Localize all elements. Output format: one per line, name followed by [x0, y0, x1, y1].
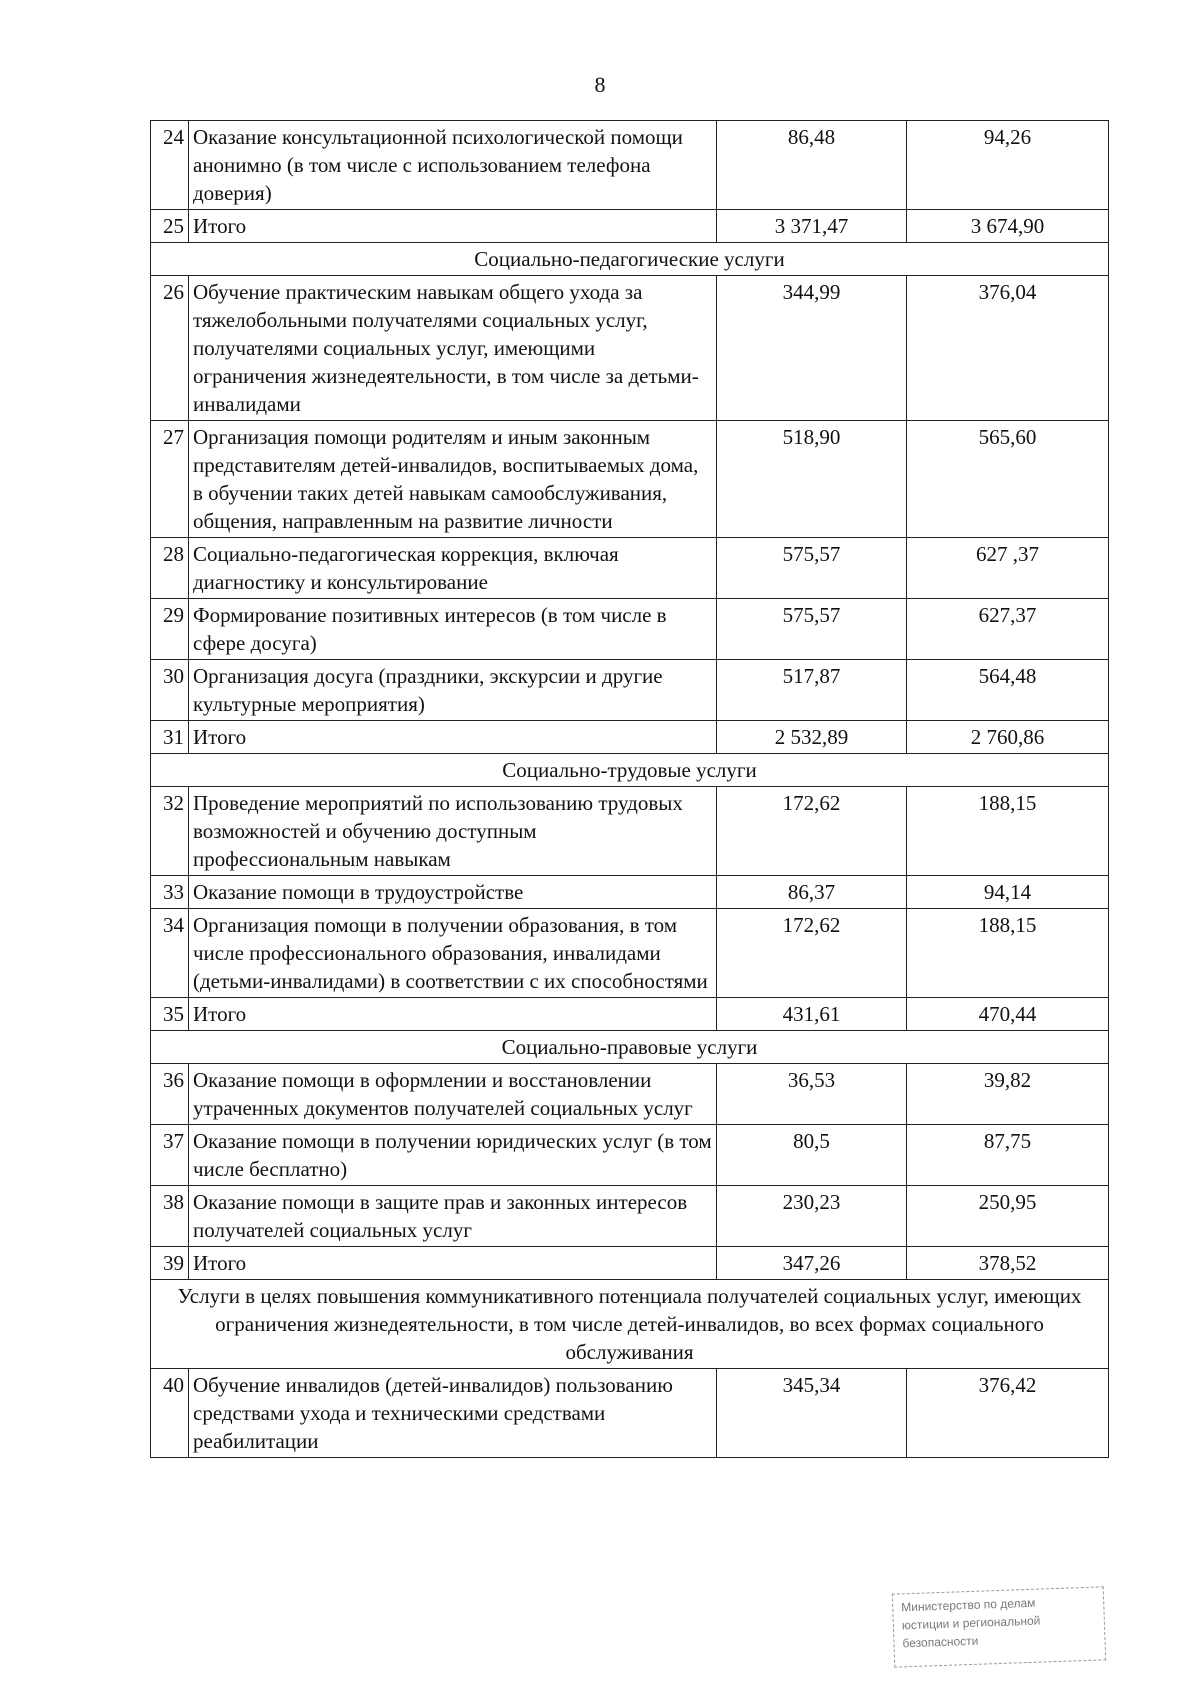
service-name: Организация досуга (праздники, экскурсии и другие культурные мероприятия): [189, 660, 717, 721]
row-number: 37: [151, 1125, 189, 1186]
service-name: Итого: [189, 1247, 717, 1280]
row-number: 30: [151, 660, 189, 721]
table-row: [151, 1247, 1109, 1280]
row-number: 40: [151, 1369, 189, 1458]
service-name: Оказание консультационной психологической помощи анонимно (в том числе с использованием телефона доверия): [189, 121, 717, 210]
tariff-value-2: 250,95: [907, 1186, 1109, 1247]
tariff-value-2: 376,04: [907, 276, 1109, 421]
tariff-value-1: 575,57: [717, 538, 907, 599]
row-number: 33: [151, 876, 189, 909]
table-row: [151, 421, 1109, 538]
tariff-value-1: 86,48: [717, 121, 907, 210]
tariff-value-1: 2 532,89: [717, 721, 907, 754]
row-number: 39: [151, 1247, 189, 1280]
tariff-value-2: 564,48: [907, 660, 1109, 721]
service-name: Оказание помощи в трудоустройстве: [189, 876, 717, 909]
tariff-value-2: 94,26: [907, 121, 1109, 210]
tariff-value-1: 36,53: [717, 1064, 907, 1125]
tariff-value-1: 86,37: [717, 876, 907, 909]
tariff-value-1: 345,34: [717, 1369, 907, 1458]
tariff-value-2: 627 ,37: [907, 538, 1109, 599]
section-title: Услуги в целях повышения коммуникативного потенциала получателей социальных услуг, имеющих ограничения жизнедеятельности, в том числе детей-инвалидов, во всех формах социального обслуживания: [151, 1280, 1109, 1369]
table-body: [151, 121, 1109, 1458]
tariff-value-2: 470,44: [907, 998, 1109, 1031]
row-number: 27: [151, 421, 189, 538]
table-row: [151, 660, 1109, 721]
row-number: 28: [151, 538, 189, 599]
row-number: 24: [151, 121, 189, 210]
row-number: 26: [151, 276, 189, 421]
service-name: Обучение инвалидов (детей-инвалидов) пользованию средствами ухода и техническими средствами реабилитации: [189, 1369, 717, 1458]
service-name: Итого: [189, 998, 717, 1031]
table-row: [151, 1125, 1109, 1186]
page-number: 8: [594, 72, 606, 97]
table-row: [151, 787, 1109, 876]
row-number: 25: [151, 210, 189, 243]
tariff-value-2: 3 674,90: [907, 210, 1109, 243]
stamp-line-3: безопасности: [902, 1633, 979, 1651]
section-header-row: [151, 754, 1109, 787]
service-name: Оказание помощи в получении юридических услуг (в том числе бесплатно): [189, 1125, 717, 1186]
service-name: Формирование позитивных интересов (в том числе в сфере досуга): [189, 599, 717, 660]
table-row: [151, 538, 1109, 599]
tariff-table: [150, 120, 1109, 1458]
tariff-value-2: 627,37: [907, 599, 1109, 660]
tariff-value-2: 188,15: [907, 909, 1109, 998]
service-name: Проведение мероприятий по использованию трудовых возможностей и обучению доступным профессиональным навыкам: [189, 787, 717, 876]
table-row: [151, 210, 1109, 243]
table-row: [151, 909, 1109, 998]
stamp-line-2: юстиции и региональной: [901, 1613, 1041, 1633]
section-header-row: [151, 243, 1109, 276]
section-header-row: [151, 1280, 1109, 1369]
tariff-value-2: 87,75: [907, 1125, 1109, 1186]
stamp-line-1: Министерство по делам: [901, 1595, 1036, 1615]
tariff-value-2: 39,82: [907, 1064, 1109, 1125]
service-name: Оказание помощи в оформлении и восстановлении утраченных документов получателей социальных услуг: [189, 1064, 717, 1125]
tariff-value-1: 575,57: [717, 599, 907, 660]
tariff-value-2: 2 760,86: [907, 721, 1109, 754]
tariff-value-2: 378,52: [907, 1247, 1109, 1280]
section-header-row: [151, 1031, 1109, 1064]
row-number: 36: [151, 1064, 189, 1125]
tariff-value-1: 518,90: [717, 421, 907, 538]
tariff-value-2: 565,60: [907, 421, 1109, 538]
tariff-value-1: 172,62: [717, 909, 907, 998]
table-row: [151, 1186, 1109, 1247]
service-name: Организация помощи в получении образования, в том числе профессионального образования, инвалидами (детьми-инвалидами) в соответствии с их способностями: [189, 909, 717, 998]
tariff-value-1: 347,26: [717, 1247, 907, 1280]
service-name: Организация помощи родителям и иным законным представителям детей-инвалидов, воспитываемых дома, в обучении таких детей навыкам самообслуживания, общения, направленным на развитие личности: [189, 421, 717, 538]
tariff-value-1: 172,62: [717, 787, 907, 876]
tariff-value-2: 94,14: [907, 876, 1109, 909]
tariff-value-1: 517,87: [717, 660, 907, 721]
tariff-value-1: 431,61: [717, 998, 907, 1031]
table-row: [151, 876, 1109, 909]
tariff-value-2: 188,15: [907, 787, 1109, 876]
section-title: Социально-педагогические услуги: [151, 243, 1109, 276]
service-name: Итого: [189, 210, 717, 243]
tariff-value-2: 376,42: [907, 1369, 1109, 1458]
row-number: 35: [151, 998, 189, 1031]
registration-stamp: [892, 1586, 1106, 1667]
table-row: [151, 1369, 1109, 1458]
service-name: Итого: [189, 721, 717, 754]
tariff-value-1: 230,23: [717, 1186, 907, 1247]
row-number: 38: [151, 1186, 189, 1247]
section-title: Социально-правовые услуги: [151, 1031, 1109, 1064]
service-name: Оказание помощи в защите прав и законных интересов получателей социальных услуг: [189, 1186, 717, 1247]
tariff-value-1: 80,5: [717, 1125, 907, 1186]
table-row: [151, 721, 1109, 754]
tariff-value-1: 3 371,47: [717, 210, 907, 243]
table-row: [151, 998, 1109, 1031]
table-row: [151, 1064, 1109, 1125]
table-row: [151, 276, 1109, 421]
table-row: [151, 121, 1109, 210]
service-name: Социально-педагогическая коррекция, включая диагностику и консультирование: [189, 538, 717, 599]
table-row: [151, 599, 1109, 660]
row-number: 32: [151, 787, 189, 876]
row-number: 29: [151, 599, 189, 660]
tariff-value-1: 344,99: [717, 276, 907, 421]
row-number: 34: [151, 909, 189, 998]
section-title: Социально-трудовые услуги: [151, 754, 1109, 787]
row-number: 31: [151, 721, 189, 754]
service-name: Обучение практическим навыкам общего ухода за тяжелобольными получателями социальных услуг, получателями социальных услуг, имеющими ограничения жизнедеятельности, в том числе за детьми-инвалидами: [189, 276, 717, 421]
